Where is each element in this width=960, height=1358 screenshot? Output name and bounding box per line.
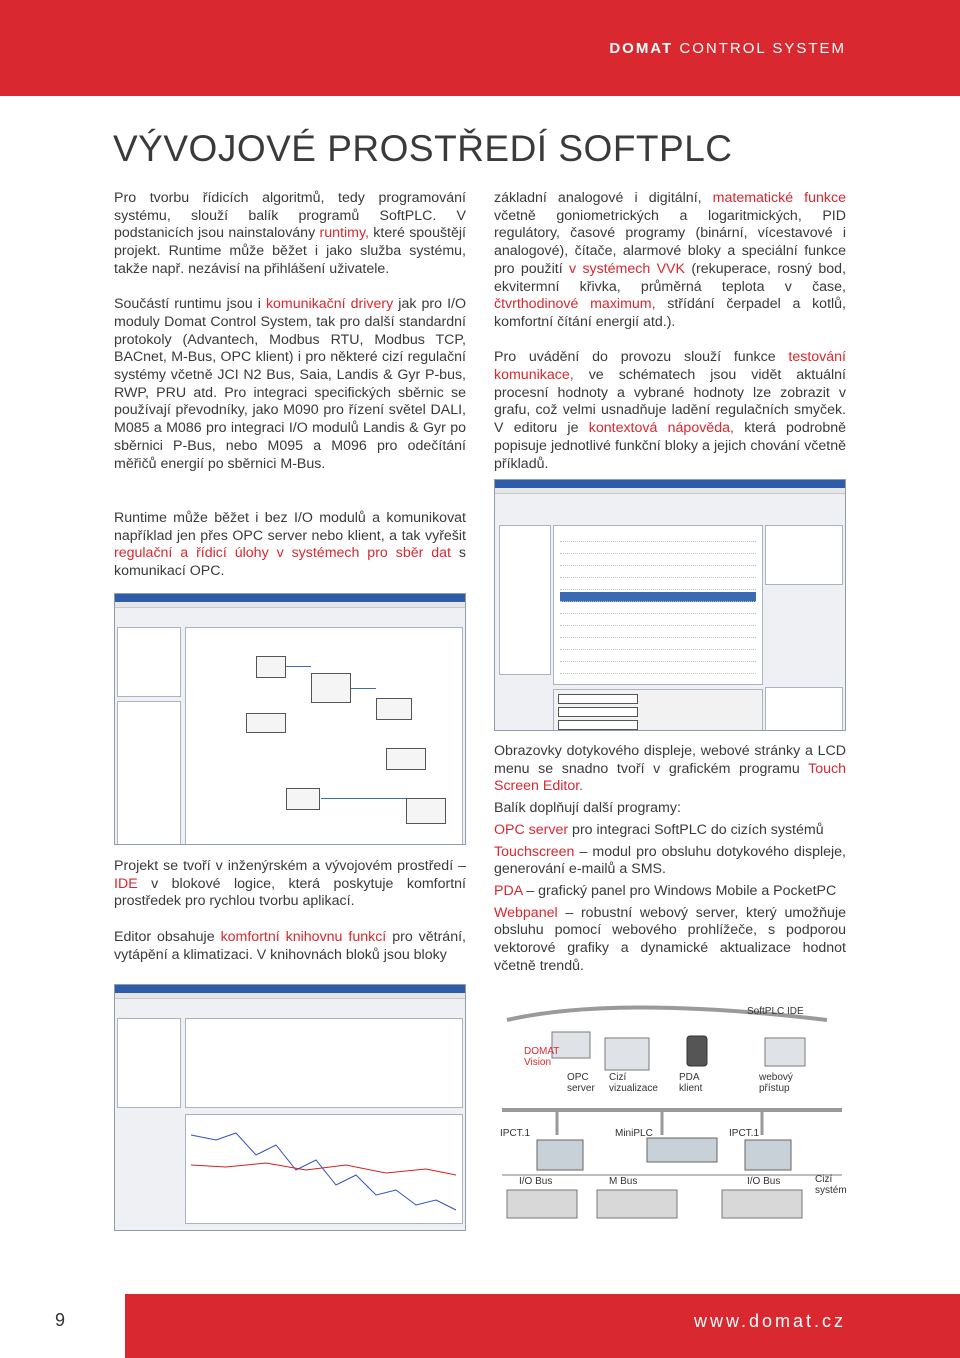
hmi-menubar (495, 488, 845, 494)
logic-block (386, 748, 426, 770)
item-pda: PDA – grafický panel pro Windows Mobile a PocketPC (494, 882, 837, 899)
logic-block (286, 788, 320, 810)
logic-block (311, 673, 351, 703)
item-webpanel: Webpanel – robustní webový server, který umožňuje obsluhu pomocí webového prohlížeče, s podporou vektorové grafiky a dynamické aktualizace hodnot včetně trendů. (494, 904, 846, 974)
item-touchscreen: Touchscreen – modul pro obsluhu dotykového displeje, generování e-mailů a SMS. (494, 843, 846, 878)
label-m-bus: M Bus (609, 1176, 638, 1187)
footer-url[interactable]: www.domat.cz (693, 1311, 846, 1331)
paragraph-commissioning: Pro uvádění do provozu slouží funkce testování komunikace, ve schématech jsou vidět aktuální procesní hodnoty a vybrané hodnoty lze zobrazit v grafu, což velmi usnadňuje ladění regulačních smyček. V editoru je kontextová nápověda, která podrobně popisuje jednotlivé funkční bloky a jejich chování včetně příkladů. (494, 349, 846, 472)
architecture-lines (497, 990, 847, 1230)
paragraph-editor: Editor obsahuje komfortní knihovnu funkcí pro větrání, vytápění a klimatizaci. V knihovnách bloků jsou bloky (114, 928, 466, 963)
menu-items-pane (499, 525, 551, 675)
page-title: VÝVOJOVÉ PROSTŘEDÍ SOFTPLC (113, 128, 733, 169)
label-io-bus-right: I/O Bus (747, 1176, 781, 1187)
hmi-titlebar (495, 480, 845, 488)
label-ipct1-left: IPCT.1 (500, 1128, 531, 1139)
left-column-bottom (114, 858, 466, 982)
ide-titlebar (115, 594, 465, 602)
label-domat-vision: DOMAT Vision (524, 1046, 560, 1068)
logic-block (256, 656, 286, 678)
left-column-top (114, 190, 466, 491)
right-column-bottom (494, 743, 846, 979)
ide2-titlebar (115, 985, 465, 993)
label-cizi-system: Cizí systém (815, 1174, 847, 1196)
label-ipct1-right: IPCT.1 (729, 1128, 760, 1139)
ide-screenshot (114, 593, 466, 845)
wire (286, 666, 311, 667)
paragraph-intro: Pro tvorbu řídicích algoritmů, tedy programování systému, slouží balík programů SoftPLC. V podstanicích jsou nainstalovány runtimy, které spouštějí projekt. Runtime může běžet i jako služba systému, takže např. nezávisí na přihlášení uživatele. (114, 190, 466, 277)
label-io-bus-left: I/O Bus (519, 1176, 553, 1187)
history-graph-pane (185, 1114, 463, 1224)
history-series-line (191, 1133, 456, 1210)
project-tree-pane (117, 1018, 181, 1108)
history-graph (186, 1115, 462, 1223)
page-number: 9 (0, 1294, 125, 1358)
paragraph-blocks: základní analogové i digitální, matematické funkce včetně goniometrických a logaritmických, PID regulátory, časové programy (binární, vícestavové i analogové), čítače, alarmové bloky a speciální funkce pro použití v systémech VVK (rekuperace, rosný bod, ekvitermní křivka, průměrná teplota v čase, čtvrthodinové maximum, střídání čerpadel a kotlů, komfortní čítání energií atd.). (494, 190, 847, 330)
lcd-preview-pane (553, 689, 763, 731)
ide-history-screenshot (114, 984, 466, 1231)
lcd-menu-tree-pane (553, 525, 763, 685)
paragraph-extras: Balík doplňují další programy: (494, 800, 681, 817)
ide-menubar (115, 602, 465, 608)
logic-block (246, 713, 286, 733)
channel-list-pane (185, 1018, 463, 1108)
wire (351, 688, 376, 689)
label-softplc-ide: SoftPLC IDE (747, 1006, 804, 1017)
right-column-top (494, 190, 846, 491)
analog-setter-pane (765, 525, 843, 585)
label-cizi-vizualizace: Cizí vizualizace (609, 1072, 658, 1094)
system-architecture-diagram (497, 990, 847, 1230)
project-tree-pane (117, 627, 181, 697)
logic-block (406, 798, 446, 824)
item-opc-server: OPC server pro integraci SoftPLC do cizích systémů (494, 821, 824, 838)
logic-diagram-pane (185, 627, 463, 845)
label-pda-klient: PDA klient (679, 1072, 703, 1094)
logic-block (376, 698, 412, 720)
label-miniplc: MiniPLC (615, 1128, 653, 1139)
label-webovy-pristup: webový přístup (759, 1072, 793, 1094)
label-opc-server: OPC server (567, 1072, 595, 1094)
paragraph-ide: Projekt se tvoří v inženýrském a vývojovém prostředí – IDE v blokové logice, která poskytuje komfortní prostředek pro rychlou tvorbu aplikací. (114, 858, 466, 910)
function-blocks-pane (117, 701, 181, 845)
formatting-help-pane (765, 687, 843, 731)
ide2-menubar (115, 993, 465, 999)
paragraph-touchscreen-editor: Obrazovky dotykového displeje, webové stránky a LCD menu se snadno tvoří v grafickém programu Touch Screen Editor. (494, 743, 846, 795)
paragraph-drivers: Součástí runtimu jsou i komunikační drivery jak pro I/O moduly Domat Control System, tak pro další standardní protokoly (Advantech, Modbus RTU, Modbus TCP, BACnet, M-Bus, OPC klient) i pro některé cizí regulační systémy včetně JCI N2 Bus, Saia, Landis & Gyr P-bus, RWP, PRU atd. Pro integraci specifických sběrnic se používají převodníky, jako M090 pro řízení světel DALI, M085 a M086 pro integraci I/O modulů Landis & Gyr po sběrnici P-Bus, nebo M095 a M096 pro odečítání měřičů energií po sběrnici M-Bus. (114, 296, 466, 472)
brand-name: DOMAT CONTROL SYSTEM (609, 40, 846, 57)
header-bar (0, 0, 960, 96)
paragraph-opc: Runtime může běžet i bez I/O modulů a komunikovat například jen přes OPC server nebo klient, a tak vyřešit regulační a řídicí úlohy v systémech pro sběr dat s komunikací OPC. (114, 510, 466, 580)
hmi-editor-screenshot (494, 479, 846, 731)
wire (321, 798, 406, 799)
left-column-opc (114, 510, 466, 599)
